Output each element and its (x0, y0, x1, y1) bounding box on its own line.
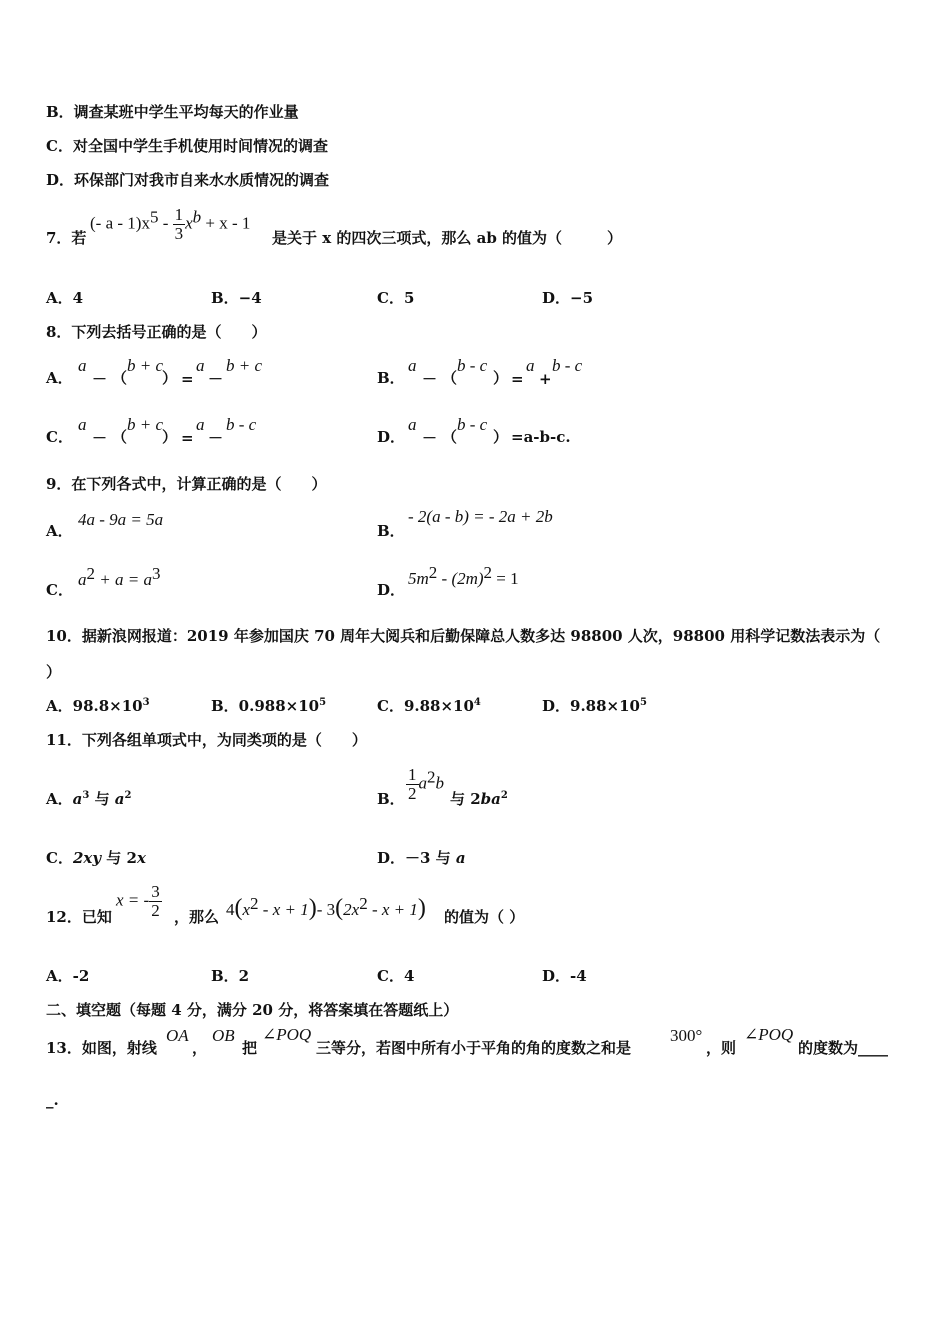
q10-option-b (211, 696, 326, 716)
q12-paren-open-1: ( (234, 895, 243, 921)
q8-b-eq: = (511, 370, 524, 388)
q11-option-b-label: B． (377, 790, 405, 808)
q13-number: 13．如图，射线 (46, 1039, 157, 1057)
q10-a-text: A．98.8×10 (46, 697, 143, 715)
q11-b-e: 2 (427, 767, 436, 787)
q8-b-paren-r: ） (493, 369, 509, 387)
q11-c-v: x (136, 849, 146, 867)
q7-stem: 是关于 x 的四次三项式，那么 ab 的值为（ ） (272, 229, 623, 247)
q8-a-r2: b + c (226, 356, 263, 375)
q8-b-left: a (408, 356, 417, 375)
q12-frac-num: 3 (151, 882, 160, 901)
q7-frac-num: 1 (174, 205, 184, 224)
q8-b-paren-l: （ (442, 369, 458, 387)
q6-option-c: C．对全国中学生手机使用时间情况的调查 (46, 137, 328, 155)
q8-c-eq: = (181, 429, 194, 447)
q9-d-e1: 2 (428, 563, 438, 582)
q11-c-with: 与 2 (101, 849, 137, 867)
q13-tail-2: _. (46, 1091, 59, 1109)
q8-d-inner: b - c (457, 415, 488, 434)
q7-fraction (173, 206, 186, 243)
q8-c-op: － (208, 429, 224, 447)
q11-d-v: a (455, 849, 466, 867)
q8-d-left: a (408, 415, 417, 434)
q10-b-exp: 5 (319, 697, 327, 708)
q7-option-b: B．−4 (211, 289, 262, 307)
q11-a-label: A． (46, 790, 73, 808)
q9-c-a: a (78, 570, 87, 589)
q7-expr-b: b (192, 207, 202, 227)
q9-d-pre: 5m (408, 569, 429, 588)
q13-ob: OB (212, 1026, 235, 1045)
q13-sep: ， (192, 1039, 208, 1057)
q9-c-mid: + a = a (95, 570, 152, 589)
q12-e4: - x + 1 (258, 900, 309, 919)
q8-b-op: + (539, 370, 552, 388)
q12-frac-den: 2 (151, 901, 160, 920)
q11-a-with: 与 (89, 790, 115, 808)
q7-frac-den: 3 (174, 224, 184, 243)
q8-a-eq: = (181, 370, 194, 388)
q7-option-c: C．5 (377, 289, 415, 307)
q8-d-paren-l: （ (442, 428, 458, 446)
q11-b-expr (406, 766, 444, 803)
q12-e8: - x + 1 (367, 900, 418, 919)
q7-expression (90, 206, 250, 243)
q9-a-expr: 4a - 9a = 5a (78, 510, 164, 529)
q11-b-v: a (418, 773, 427, 793)
q9-b-expr: - 2(a - b) = - 2a + 2b (408, 507, 553, 526)
q12-x-eq: x = - (116, 890, 150, 910)
q9-d-e2: 2 (483, 563, 493, 582)
q9-c-e1: 2 (86, 564, 95, 583)
q12-option-b: B．2 (211, 967, 250, 985)
q8-a-paren-r: ） (162, 369, 178, 387)
q12-number: 12．已知 (46, 908, 112, 926)
q12-paren-open-2: ( (335, 895, 344, 921)
q10-option-d (542, 696, 647, 716)
q10-option-a (46, 696, 150, 716)
q11-option-c (46, 848, 146, 868)
q8-a-op: － (208, 370, 224, 388)
q11-a-e2: 2 (124, 790, 132, 801)
q8-a-inner: b + c (127, 356, 164, 375)
q13-poq2: ∠POQ (744, 1025, 794, 1044)
q9-c-expr (78, 564, 161, 590)
q8-c-paren-r: ） (162, 428, 178, 446)
q12-e6: 2x (343, 900, 360, 919)
q12-e1: 4 (226, 900, 235, 919)
q12-paren-close-1: ) (308, 895, 317, 921)
q10-d-text: D．9.88×10 (542, 697, 640, 715)
q12-option-d: D．-4 (542, 967, 587, 985)
q8-c-paren-l: （ (112, 428, 128, 446)
q8-b-inner: b - c (457, 356, 488, 375)
q8-d-tail: =a-b-c. (511, 428, 571, 446)
q7-expr-tail: + x - 1 (201, 213, 251, 233)
q7-expr-pre: (- a - 1)x (90, 213, 150, 233)
q9-d-expr (408, 563, 519, 589)
q12-e7: 2 (359, 894, 368, 913)
q8-option-a-label: A． (46, 369, 73, 387)
q9-d-mid: - (2m) (437, 569, 484, 588)
q8-d-paren-r: ） (493, 428, 509, 446)
q12-e2: x (242, 900, 251, 919)
q11-option-a (46, 789, 132, 809)
q8-d-minus: － (422, 429, 438, 447)
q11-b-v2: b (435, 773, 444, 793)
q10-a-exp: 3 (142, 697, 150, 708)
q8-stem: 8．下列去括号正确的是（ ） (46, 323, 267, 341)
q10-c-text: C．9.88×10 (377, 697, 474, 715)
q11-b-v3: ba (480, 790, 501, 808)
q11-a-v1: a (72, 790, 83, 808)
q8-c-minus: － (92, 429, 108, 447)
q11-b-den: 2 (408, 784, 417, 803)
q7-expr-minus: - (158, 213, 173, 233)
q12-e5: - 3 (316, 900, 336, 919)
q8-c-r2: b - c (226, 415, 257, 434)
q8-b-r1: a (526, 356, 535, 375)
q12-e3: 2 (250, 894, 259, 913)
section-2-title: 二、填空题（每题 4 分，满分 20 分，将答案填在答题纸上） (46, 1001, 459, 1019)
q11-b-with: 与 2 (450, 790, 481, 808)
q11-b-num: 1 (408, 765, 417, 784)
q8-c-left: a (78, 415, 87, 434)
q9-option-d-label: D． (377, 581, 406, 599)
q12-expression (226, 894, 426, 921)
q11-c-text: 2xy (72, 849, 102, 867)
q11-d-label: D． (377, 849, 406, 867)
q9-option-c-label: C． (46, 581, 73, 599)
q11-a-v2: a (114, 790, 125, 808)
q13-ba: 把 (242, 1039, 258, 1057)
q8-a-paren-l: （ (112, 369, 128, 387)
q7-option-d: D．−5 (542, 289, 594, 307)
q7-number: 7．若 (46, 229, 87, 247)
q13-oa: OA (166, 1026, 189, 1045)
q8-a-r1: a (196, 356, 205, 375)
q8-a-minus: － (92, 370, 108, 388)
q8-b-minus: － (422, 370, 438, 388)
q6-option-b: B．调查某班中学生平均每天的作业量 (46, 103, 299, 121)
q8-option-d-label: D． (377, 428, 406, 446)
q7-expr-exp: 5 (149, 207, 159, 227)
q8-option-b-label: B． (377, 369, 405, 387)
q11-b-tail (450, 789, 508, 809)
q10-c-exp: 4 (473, 697, 481, 708)
q7-option-a: A．4 (46, 289, 84, 307)
q9-d-tail: = 1 (492, 569, 519, 588)
q11-b-e3: 2 (500, 790, 508, 801)
q13-tail: 的度数为____ (798, 1039, 889, 1057)
q10-d-exp: 5 (639, 697, 647, 708)
q12-option-c: C．4 (377, 967, 415, 985)
q11-d-text: －3 与 (405, 849, 456, 867)
q10-option-c (377, 696, 481, 716)
q10-stem-end: ） (46, 663, 62, 681)
q13-degree: 300° (670, 1026, 703, 1045)
q11-c-label: C． (46, 849, 73, 867)
q9-c-e2: 3 (151, 564, 161, 583)
q7-expr-x: x (185, 213, 193, 233)
q12-fraction (149, 883, 162, 920)
q10-b-text: B．0.988×10 (211, 697, 320, 715)
q13-poq: ∠POQ (262, 1025, 312, 1044)
q8-b-r2: b - c (552, 356, 583, 375)
q12-tail: 的值为（ ） (444, 908, 525, 926)
q8-c-r1: a (196, 415, 205, 434)
q10-stem: 10．据新浪网报道：2019 年参加国庆 70 周年大阅兵和后勤保障总人数多达 98800 人次，98800 用科学记数法表示为（ (46, 627, 881, 645)
q8-option-c-label: C． (46, 428, 73, 446)
q9-stem: 9．在下列各式中，计算正确的是（ ） (46, 475, 327, 493)
q12-x-value (116, 883, 162, 920)
q12-paren-close-2: ) (417, 895, 426, 921)
q12-option-a: A．-2 (46, 967, 90, 985)
q13-then: ，则 (706, 1039, 737, 1057)
q13-mid: 三等分，若图中所有小于平角的角的度数之和是 (316, 1039, 632, 1057)
q11-stem: 11．下列各组单项式中，为同类项的是（ ） (46, 731, 367, 749)
q9-option-a-label: A． (46, 522, 73, 540)
q9-option-b-label: B． (377, 522, 405, 540)
q8-a-left: a (78, 356, 87, 375)
q8-c-inner: b + c (127, 415, 164, 434)
q6-option-d: D．环保部门对我市自来水水质情况的调查 (46, 171, 330, 189)
q11-option-d (377, 848, 466, 868)
q12-mid: ，那么 (174, 908, 220, 926)
q11-b-fraction (406, 766, 419, 803)
q11-a-e1: 3 (82, 790, 90, 801)
